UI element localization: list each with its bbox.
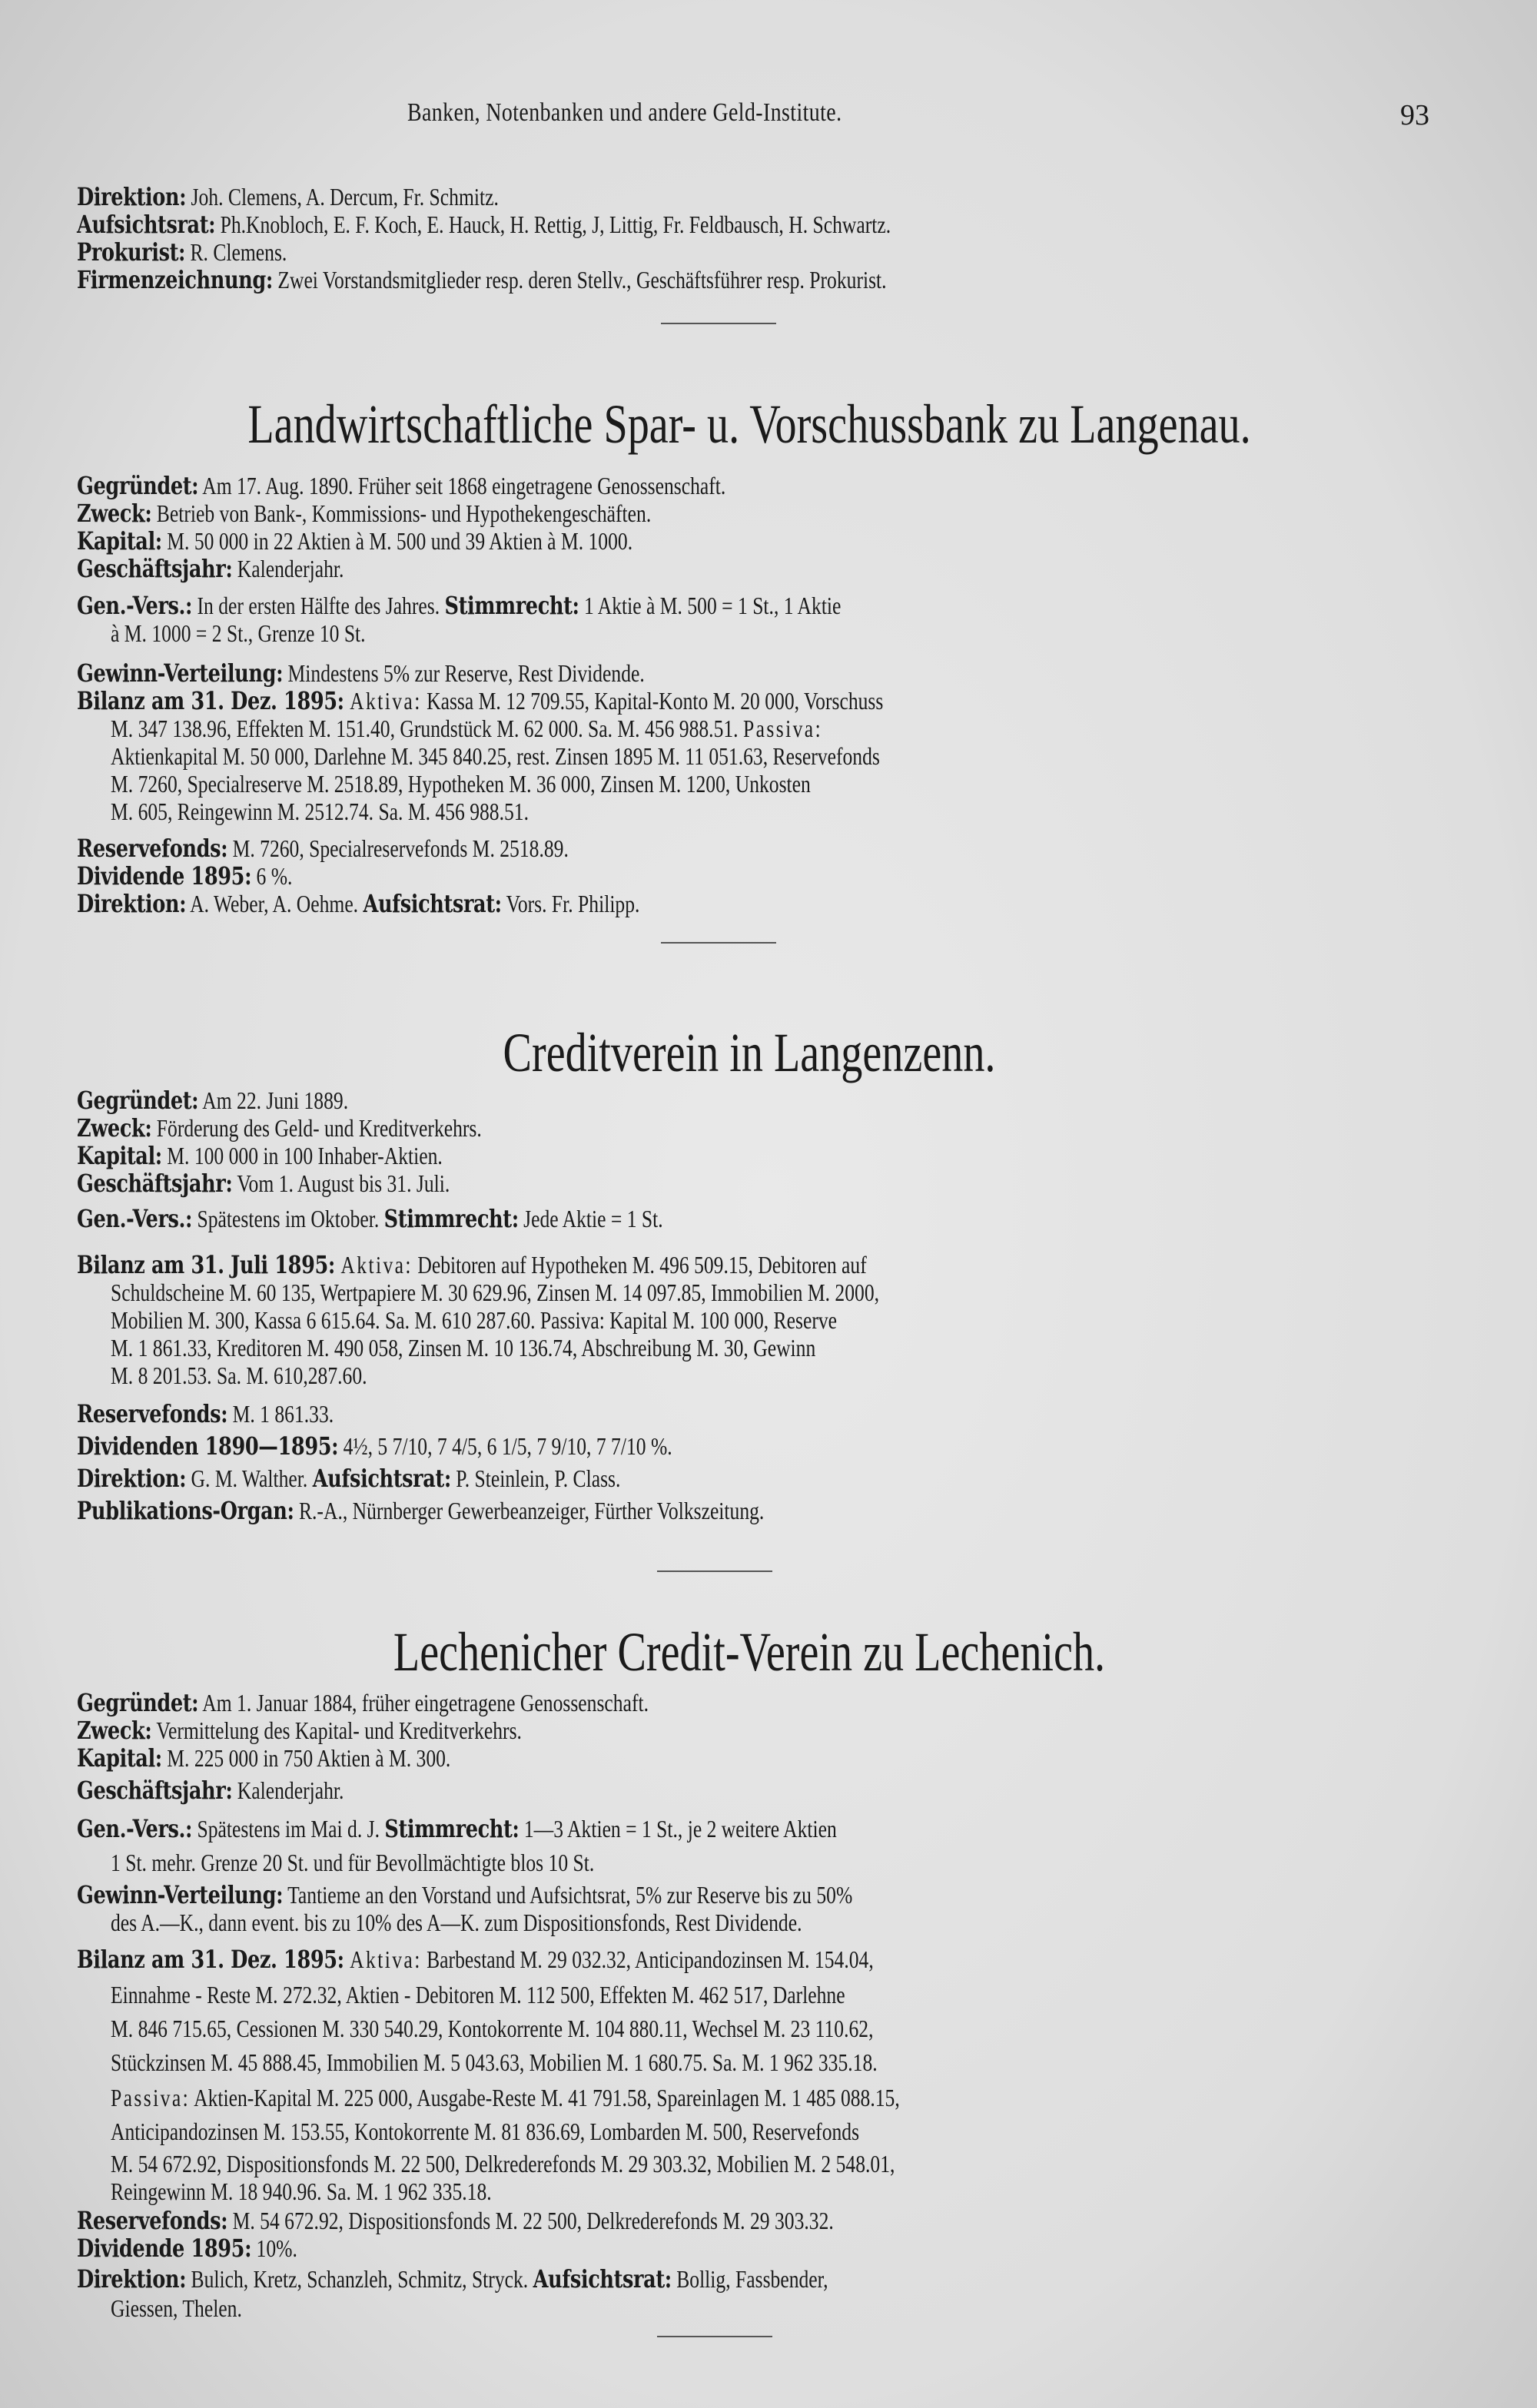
- entry-line: Gegründet: Am 22. Juni 1889.: [77, 1086, 349, 1115]
- entry-line: Einnahme - Reste M. 272.32, Aktien - Debitoren M. 112 500, Effekten M. 462 517, Darlehne: [111, 1981, 845, 2008]
- entry-line: Zweck: Förderung des Geld- und Kreditverkehrs.: [77, 1113, 482, 1143]
- entry-line: Gegründet: Am 17. Aug. 1890. Früher seit 1868 eingetragene Genossenschaft.: [77, 471, 726, 500]
- entry-line: Reservefonds: M. 7260, Specialreservefonds M. 2518.89.: [77, 834, 569, 863]
- entry-line: Stückzinsen M. 45 888.45, Immobilien M. 5 043.63, Mobilien M. 1 680.75. Sa. M. 1 962 335.18.: [111, 2048, 878, 2076]
- entry-line: Giessen, Thelen.: [111, 2294, 242, 2322]
- section-divider: [661, 323, 776, 324]
- entry-line: Zweck: Betrieb von Bank-, Kommissions- und Hypothekengeschäften.: [77, 499, 652, 528]
- entry-line: Kapital: M. 50 000 in 22 Aktien à M. 500 und 39 Aktien à M. 1000.: [77, 526, 633, 556]
- section-divider: [657, 1571, 772, 1572]
- entry-line: Mobilien M. 300, Kassa 6 615.64. Sa. M. 610 287.60. Passiva: Kapital M. 100 000, Reserve: [111, 1306, 837, 1334]
- entry-line: Schuldscheine M. 60 135, Wertpapiere M. 30 629.96, Zinsen M. 14 097.85, Immobilien M. 2000,: [111, 1279, 880, 1306]
- entry-line: Geschäftsjahr: Kalenderjahr.: [77, 554, 344, 583]
- entry-title: Creditverein in Langenzenn.: [503, 1022, 996, 1083]
- entry-line: Bilanz am 31. Dez. 1895: Aktiva: Kassa M. 12 709.55, Kapital-Konto M. 20 000, Vorschuss: [77, 686, 884, 715]
- section-divider: [661, 942, 776, 944]
- entry-line: Gewinn-Verteilung: Mindestens 5% zur Reserve, Rest Dividende.: [77, 658, 645, 688]
- entry-line: Kapital: M. 225 000 in 750 Aktien à M. 300.: [77, 1743, 451, 1773]
- entry-line: Bilanz am 31. Juli 1895: Aktiva: Debitoren auf Hypotheken M. 496 509.15, Debitoren auf: [77, 1250, 867, 1279]
- entry-line: Geschäftsjahr: Kalenderjahr.: [77, 1776, 344, 1805]
- entry-line: des A.—K., dann event. bis zu 10% des A—K. zum Dispositionsfonds, Rest Dividende.: [111, 1909, 802, 1936]
- entry-line: Direktion: Bulich, Kretz, Schanzleh, Schmitz, Stryck. Aufsichtsrat: Bollig, Fassbender,: [77, 2264, 828, 2294]
- entry-line: Bilanz am 31. Dez. 1895: Aktiva: Barbestand M. 29 032.32, Anticipandozinsen M. 154.04,: [77, 1945, 874, 1974]
- entry-line: Reingewinn M. 18 940.96. Sa. M. 1 962 335.18.: [111, 2177, 492, 2205]
- entry-line: M. 54 672.92, Dispositionsfonds M. 22 500, Delkrederefonds M. 29 303.32, Mobilien M. 2 548.01,: [111, 2150, 895, 2177]
- entry-line: Gegründet: Am 1. Januar 1884, früher eingetragene Genossenschaft.: [77, 1688, 649, 1717]
- entry-line: 1 St. mehr. Grenze 20 St. und für Bevollmächtigte blos 10 St.: [111, 1849, 595, 1876]
- entry-line: Gewinn-Verteilung: Tantieme an den Vorstand und Aufsichtsrat, 5% zur Reserve bis zu 50%: [77, 1880, 853, 1909]
- entry-line: à M. 1000 = 2 St., Grenze 10 St.: [111, 619, 366, 647]
- entry-line: Direktion: G. M. Walther. Aufsichtsrat: P. Steinlein, P. Class.: [77, 1464, 621, 1493]
- running-head-title: Banken, Notenbanken und andere Geld-Institute.: [407, 98, 842, 127]
- entry-line: Direktion: Joh. Clemens, A. Dercum, Fr. Schmitz.: [77, 182, 499, 211]
- entry-line: Publikations-Organ: R.-A., Nürnberger Gewerbeanzeiger, Fürther Volkszeitung.: [77, 1496, 765, 1525]
- entry-line: Dividende 1895: 6 %.: [77, 861, 293, 891]
- running-head: [77, 98, 1429, 137]
- entry-line: Dividende 1895: 10%.: [77, 2234, 297, 2263]
- entry-line: Reservefonds: M. 1 861.33.: [77, 1399, 334, 1428]
- entry-line: M. 8 201.53. Sa. M. 610,287.60.: [111, 1362, 367, 1389]
- entry-line: Gen.-Vers.: Spätestens im Mai d. J. Stimmrecht: 1—3 Aktien = 1 St., je 2 weitere Aktien: [77, 1814, 837, 1843]
- entry-line: Aufsichtsrat: Ph.Knobloch, E. F. Koch, E. Hauck, H. Rettig, J, Littig, Fr. Feldbausch, H. Schwartz.: [77, 210, 891, 239]
- entry-line: Aktienkapital M. 50 000, Darlehne M. 345 840.25, rest. Zinsen 1895 M. 11 051.63, Reservefonds: [111, 742, 880, 770]
- entry-line: Zweck: Vermittelung des Kapital- und Kreditverkehrs.: [77, 1716, 522, 1745]
- entry-line: M. 605, Reingewinn M. 2512.74. Sa. M. 456 988.51.: [111, 798, 529, 825]
- entry-line: Anticipandozinsen M. 153.55, Kontokorrente M. 81 836.69, Lombarden M. 500, Reservefonds: [111, 2118, 860, 2145]
- entry-line: M. 347 138.96, Effekten M. 151.40, Grundstück M. 62 000. Sa. M. 456 988.51. Passiva:: [111, 715, 823, 742]
- entry-line: M. 7260, Specialreserve M. 2518.89, Hypotheken M. 36 000, Zinsen M. 1200, Unkosten: [111, 770, 811, 798]
- entry-title: Landwirtschaftliche Spar- u. Vorschussbank zu Langenau.: [247, 393, 1251, 455]
- entry-line: Passiva: Aktien-Kapital M. 225 000, Ausgabe-Reste M. 41 791.58, Spareinlagen M. 1 485 088.15,: [111, 2084, 900, 2111]
- entry-line: Direktion: A. Weber, A. Oehme. Aufsichtsrat: Vors. Fr. Philipp.: [77, 889, 640, 918]
- entry-line: M. 846 715.65, Cessionen M. 330 540.29, Kontokorrente M. 104 880.11, Wechsel M. 23 110.62,: [111, 2015, 874, 2042]
- page-number: 93: [1400, 99, 1429, 131]
- entry-line: Gen.-Vers.: Spätestens im Oktober. Stimmrecht: Jede Aktie = 1 St.: [77, 1204, 663, 1233]
- entry-line: Dividenden 1890—1895: 4½, 5 7/10, 7 4/5, 6 1/5, 7 9/10, 7 7/10 %.: [77, 1431, 672, 1461]
- entry-line: Reservefonds: M. 54 672.92, Dispositionsfonds M. 22 500, Delkrederefonds M. 29 303.32.: [77, 2206, 834, 2235]
- entry-title: Lechenicher Credit-Verein zu Lechenich.: [393, 1621, 1106, 1683]
- entry-line: Kapital: M. 100 000 in 100 Inhaber-Aktien.: [77, 1141, 443, 1170]
- entry-line: Firmenzeichnung: Zwei Vorstandsmitglieder resp. deren Stellv., Geschäftsführer resp. Prokurist.: [77, 265, 887, 294]
- section-divider: [657, 2336, 772, 2337]
- entry-line: Geschäftsjahr: Vom 1. August bis 31. Juli.: [77, 1169, 450, 1198]
- entry-line: Prokurist: R. Clemens.: [77, 237, 287, 267]
- entry-line: M. 1 861.33, Kreditoren M. 490 058, Zinsen M. 10 136.74, Abschreibung M. 30, Gewinn: [111, 1334, 816, 1362]
- entry-line: Gen.-Vers.: In der ersten Hälfte des Jahres. Stimmrecht: 1 Aktie à M. 500 = 1 St., 1 Aktie: [77, 591, 842, 620]
